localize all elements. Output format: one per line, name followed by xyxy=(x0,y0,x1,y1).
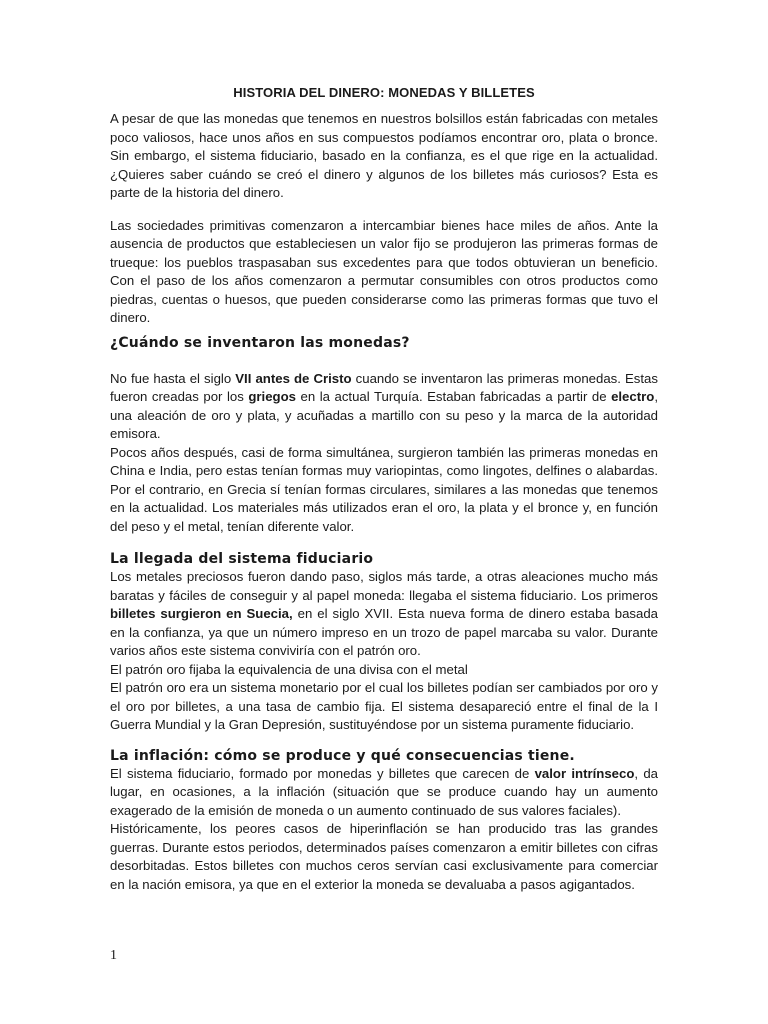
text-run: , da lugar, en ocasiones, a la inflación (situación que se produce cuando hay un aumento exagerado de la emisión de moneda o un aumento continuado de sus valores faciales). xyxy=(110,765,658,818)
document-title: HISTORIA DEL DINERO: MONEDAS Y BILLETES xyxy=(233,85,535,100)
section2-paragraph-2: El patrón oro fijaba la equivalencia de una divisa con el metal xyxy=(110,661,468,677)
section1-paragraph-1 xyxy=(110,370,658,444)
document-body xyxy=(110,85,658,894)
text-run: , una aleación de oro y plata, y acuñadas a martillo con su peso y la marca de la autoridad emisora. xyxy=(110,389,658,441)
intro-paragraph-1: A pesar de que las monedas que tenemos en nuestros bolsillos están fabricadas con metales poco valiosos, hace unos años en sus compuestos podíamos encontrar oro, plata o bronce. Sin embargo, el sistema fiduciario, basado en la confianza, es el que rige en la actualidad. ¿Quieres saber cuándo se creó el dinero y algunos de los billetes más curiosos? Esta es parte de la historia del dinero. xyxy=(110,111,658,200)
section3-paragraph-1 xyxy=(110,765,658,821)
bold-run: electro xyxy=(611,389,655,404)
text-run: en el siglo XVII. Esta nueva forma de dinero estaba basada en la confianza, ya que un número impreso en un trozo de papel marcaba su valor. Durante varios años este sistema conviviría con el patrón oro. xyxy=(110,606,658,658)
section-heading-fiduciario: La llegada del sistema fiduciario xyxy=(110,551,374,567)
page-number: 1 xyxy=(110,948,117,963)
text-run: El sistema fiduciario, formado por monedas y billetes que carecen de xyxy=(110,765,535,781)
bold-run: billetes surgieron en Suecia, xyxy=(110,606,293,621)
text-run: cuando se inventaron las primeras monedas. Estas fueron creadas por los xyxy=(110,370,658,404)
section-heading-monedas: ¿Cuándo se inventaron las monedas? xyxy=(110,334,410,351)
bold-run: griegos xyxy=(248,389,296,404)
section1-paragraph-2: Pocos años después, casi de forma simultánea, surgieron también las primeras monedas en China e India, pero estas tenían formas muy variopintas, como lingotes, delfines o alabardas. Por el contrario, en Grecia sí tenían formas circulares, similares a las monedas que tenemos en la actualidad. Los materiales más utilizados eran el oro, la plata y el bronce y, en función del peso y el metal, tenían diferente valor. xyxy=(110,444,658,534)
section3-paragraph-2: Históricamente, los peores casos de hiperinflación se han producido tras las grandes guerras. Durante estos periodos, determinados países comenzaron a emitir billetes con cifras desorbitadas. Estos billetes con muchos ceros servían casi exclusivamente para comerciar en la nación emisora, ya que en el exterior la moneda se devaluaba a pasos agigantados. xyxy=(110,821,658,892)
text-run: en la actual Turquía. Estaban fabricadas a partir de xyxy=(295,389,612,404)
intro-paragraph-2: Las sociedades primitivas comenzaron a intercambiar bienes hace miles de años. Ante la ausencia de productos que estableciesen un valor fijo se produjeron las primeras formas de trueque: los pueblos traspasaban sus excedentes para que todos obtuvieran un beneficio. Con el paso de los años comenzaron a permutar consumibles con otros productos como piedras, cuentas o huesos, que pueden considerarse como las primeras formas que tuvo el dinero. xyxy=(110,217,658,325)
text-run: No fue hasta el siglo xyxy=(110,370,236,386)
text-run: Los metales preciosos fueron dando paso, siglos más tarde, a otras aleaciones mucho más baratas y fáciles de conseguir y al papel moneda: llegaba el sistema fiduciario. Los primeros xyxy=(110,569,658,603)
bold-run: valor intrínseco xyxy=(534,765,635,781)
section2-paragraph-1 xyxy=(110,568,658,661)
section-heading-inflacion: La inflación: cómo se produce y qué consecuencias tiene. xyxy=(110,747,575,764)
bold-run: VII antes de Cristo xyxy=(235,370,352,386)
section2-paragraph-3: El patrón oro era un sistema monetario por el cual los billetes podían ser cambiados por oro y el oro por billetes, a una tasa de cambio fija. El sistema desapareció entre el final de la I Guerra Mundial y la Gran Depresión, sustituyéndose por un sistema puramente fiduciario. xyxy=(110,680,658,732)
